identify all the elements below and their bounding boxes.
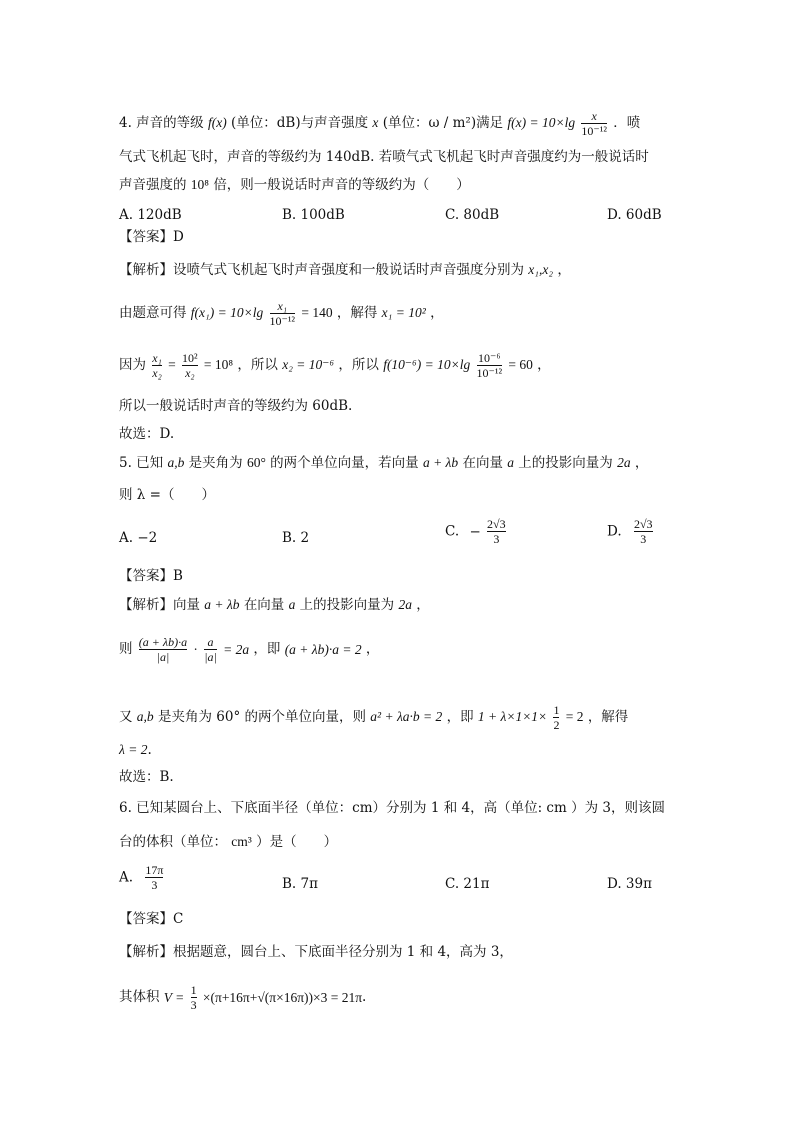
q4-answer: 【答案】D	[119, 229, 184, 245]
q4-analysis-c-x2: x₂ = 10⁻⁶	[282, 357, 335, 373]
q5-projection: 2a	[617, 455, 631, 470]
frac-num: x₁	[152, 351, 162, 365]
q5-stem-mid2: 的两个单位向量，若向量	[270, 455, 419, 471]
q4-analysis-b-eq: = 140	[301, 305, 333, 321]
q4-option-d: D. 60dB	[607, 207, 662, 223]
q6-analysis-line1: 【解析】根据题意，圆台上、下底面半径分别为 1 和 4，高为 3，	[119, 944, 513, 960]
frac-num: 2√3	[633, 517, 653, 531]
frac-num: 1	[553, 703, 560, 717]
q6-volume-frac	[191, 984, 197, 1011]
q4-analysis-b-res: x₁ = 10²	[381, 305, 426, 321]
q5-analysis-vec: a + λb	[204, 597, 240, 612]
q4-conclusion: 所以一般说话时声音的等级约为 60dB.	[119, 398, 353, 414]
q4-formula-fraction	[581, 110, 607, 137]
q4-analysis-c-pre: 因为	[119, 357, 146, 374]
q6-unit: cm³	[231, 834, 252, 849]
q5-stem-mid4: 上的投影向量为	[518, 455, 613, 471]
q4-stem-line1	[119, 110, 640, 137]
q6-stem-line1: 6. 已知某圆台上、下底面半径（单位：cm）分别为 1 和 4，高（单位: cm ）为 3，则该圆	[119, 800, 665, 816]
q4-analysis-line3	[119, 352, 551, 379]
q5-analysis-line4	[119, 743, 152, 758]
frac-num: 10⁻⁶	[478, 351, 501, 365]
q5-angle: 60°	[246, 455, 266, 470]
option-label: A.	[119, 869, 134, 886]
q5-vector-sum: a + λb	[422, 455, 459, 470]
frac-num: a	[207, 635, 214, 649]
q4-analysis-b-f: f(x₁) = 10×lg	[190, 305, 264, 321]
q5-analysis-b-res: (a + λb)·a = 2	[284, 641, 362, 657]
q5-analysis-b-eq: = 2a	[223, 641, 250, 657]
q4-x-var: x	[372, 115, 379, 131]
q4-stem-text: 4. 声音的等级	[119, 115, 204, 132]
q5-analysis-c-mid: 是夹角为 60° 的两个单位向量，则	[157, 709, 366, 726]
q4-stem-d-pre: 声音强度的	[119, 177, 187, 193]
frac-den: x₂	[182, 365, 198, 380]
frac-den: 3	[145, 877, 163, 892]
q5-option-c-frac	[487, 518, 506, 545]
q4-unit-db: (单位：dB)与声音强度	[231, 115, 369, 132]
q4-analysis-c-f: f(10⁻⁶) = 10×lg	[383, 357, 471, 373]
q5-analysis-line2	[119, 636, 379, 663]
q4-formula-num: x	[591, 109, 597, 123]
q6-analysis-line2	[119, 984, 366, 1011]
q5-analysis-d: λ = 2	[119, 742, 148, 757]
q4-analysis-b-mid: ，解得	[336, 305, 378, 322]
q6-option-a-frac	[145, 864, 163, 891]
q5-analysis-c-res: = 2	[565, 709, 584, 725]
q5-analysis-2a: 2a	[398, 597, 412, 612]
frac-num: 17π	[145, 863, 164, 877]
q5-analysis-a: a	[288, 597, 296, 612]
q4-stem-line3	[119, 178, 470, 193]
q5-answer: 【答案】B	[119, 568, 183, 584]
q6-answer: 【答案】C	[119, 911, 184, 927]
q5-analysis-c-pre: 又	[119, 709, 133, 726]
q6-option-d: D. 39π	[607, 876, 652, 892]
q5-analysis-b-frac1	[139, 636, 187, 663]
punct: ，	[430, 305, 444, 322]
q4-analysis-c-frac1	[152, 352, 162, 379]
q4-analysis-c-frac2	[182, 352, 198, 379]
q4-fx: f(x)	[207, 115, 227, 131]
q4-formula-den: 10⁻¹²	[581, 123, 607, 138]
q5-vectors: a,b	[167, 455, 185, 470]
q6-stem-b-post: ）是（ ）	[256, 834, 338, 850]
connector: ，所以	[338, 357, 379, 374]
q4-option-c: C. 80dB	[445, 207, 500, 223]
q4-option-b: B. 100dB	[282, 207, 345, 223]
q5-analysis-c-vars: a,b	[136, 709, 154, 725]
q4-analysis-line2	[119, 300, 444, 327]
frac-den: x₂	[152, 365, 162, 380]
q5-analysis-line3	[119, 704, 628, 731]
frac-num: 1	[190, 983, 197, 997]
q5-stem-mid: 是夹角为	[188, 455, 243, 471]
q6-volume-var: V =	[163, 989, 185, 1005]
connector: ，即	[253, 640, 281, 657]
frac-den: 3	[190, 997, 197, 1012]
frac-num: (a + λb)·a	[138, 635, 188, 649]
q4-stem-d-pow: 10⁸	[190, 177, 210, 192]
minus-sign: −	[469, 523, 481, 540]
punct: ，	[365, 640, 380, 657]
eq-sign: =	[168, 357, 176, 373]
q5-option-c	[445, 518, 508, 545]
q4-stem-line2: 气式飞机起飞时，声音的等级约为 140dB. 若喷气式飞机起飞时声音强度约为一般说话时	[119, 149, 649, 165]
q4-choose: 故选：D.	[119, 426, 175, 442]
q4-analysis-a: 【解析】设喷气式飞机起飞时声音强度和一般说话时声音强度分别为	[119, 262, 524, 278]
q6-analysis-b-pre: 其体积	[119, 988, 160, 1005]
punct: ，	[537, 357, 551, 374]
q5-option-a: A. −2	[119, 530, 158, 546]
q5-analysis-c-expr: 1 + λ×1×1×	[477, 709, 548, 725]
q5-stem-pre: 5. 已知	[119, 455, 164, 471]
q4-analysis-c-eq2: = 10⁸	[203, 357, 234, 373]
punct: ，	[416, 597, 430, 613]
q5-stem-line2: 则 λ =（ ）	[119, 487, 215, 503]
q4-formula-lhs: f(x) = 10×lg	[507, 115, 576, 131]
q4-analysis-b-frac	[270, 300, 296, 327]
connector: ，所以	[237, 357, 278, 374]
frac-den: 3	[487, 531, 506, 546]
q6-stem-line2	[119, 835, 337, 850]
q4-analysis-c-frac3	[477, 352, 503, 379]
q6-option-b: B. 7π	[282, 876, 318, 892]
frac-den: |a|	[139, 649, 187, 664]
q5-analysis-c-eq: a² + λa·b = 2	[370, 709, 443, 725]
q4-analysis-vars: x₁,x₂	[528, 262, 554, 277]
q5-analysis-pre: 【解析】向量	[119, 597, 200, 613]
q5-stem-line1	[119, 456, 648, 471]
q4-option-a: A. 120dB	[119, 207, 182, 223]
q4-analysis-c-res: = 60	[508, 357, 533, 373]
frac-num: 2√3	[487, 517, 506, 531]
q4-stem-d-post: 倍，则一般说话时声音的等级约为（ ）	[213, 177, 470, 193]
q5-option-d-frac	[634, 518, 653, 545]
q5-analysis-b-frac2	[204, 636, 217, 663]
punct: .	[147, 742, 152, 758]
q5-vector-a: a	[507, 455, 514, 470]
frac-den: 10⁻¹²	[269, 313, 296, 328]
q5-option-b: B. 2	[282, 530, 310, 546]
frac-den: |a|	[204, 649, 217, 664]
q6-volume-expr: ×(π+16π+√(π×16π))×3 = 21π	[202, 989, 363, 1005]
connector: ，即	[446, 709, 474, 726]
frac-den: 2	[553, 717, 560, 732]
q4-analysis-b-pre: 由题意可得	[119, 305, 187, 322]
q5-option-d	[607, 518, 655, 545]
q6-option-c: C. 21π	[445, 876, 490, 892]
q4-analysis-line1	[119, 263, 571, 278]
punct: .	[362, 988, 367, 1005]
punct: ，	[557, 262, 571, 278]
connector: 在向量	[243, 597, 285, 613]
q5-analysis-c-frac	[553, 704, 559, 731]
punct: ，	[634, 455, 649, 471]
q5-stem-mid3: 在向量	[462, 455, 503, 471]
frac-num: x₁	[277, 299, 288, 313]
q5-analysis-b-pre: 则	[119, 640, 133, 657]
option-label: C.	[445, 523, 460, 540]
q4-stem-tail: ．喷	[613, 115, 641, 132]
option-label: D.	[607, 523, 622, 540]
dot-op: ·	[193, 641, 198, 657]
connector: 上的投影向量为	[299, 597, 395, 613]
frac-den: 10⁻¹²	[476, 365, 503, 380]
q5-choose: 故选：B.	[119, 769, 174, 785]
q4-unit-intensity: (单位：ω / m²)满足	[382, 115, 504, 132]
q6-option-a	[119, 864, 165, 891]
q5-analysis-line1	[119, 598, 430, 613]
q6-stem-b-pre: 台的体积（单位：	[119, 834, 227, 850]
frac-den: 3	[634, 531, 653, 546]
connector: ，解得	[587, 709, 629, 726]
frac-num: 10²	[182, 351, 198, 365]
